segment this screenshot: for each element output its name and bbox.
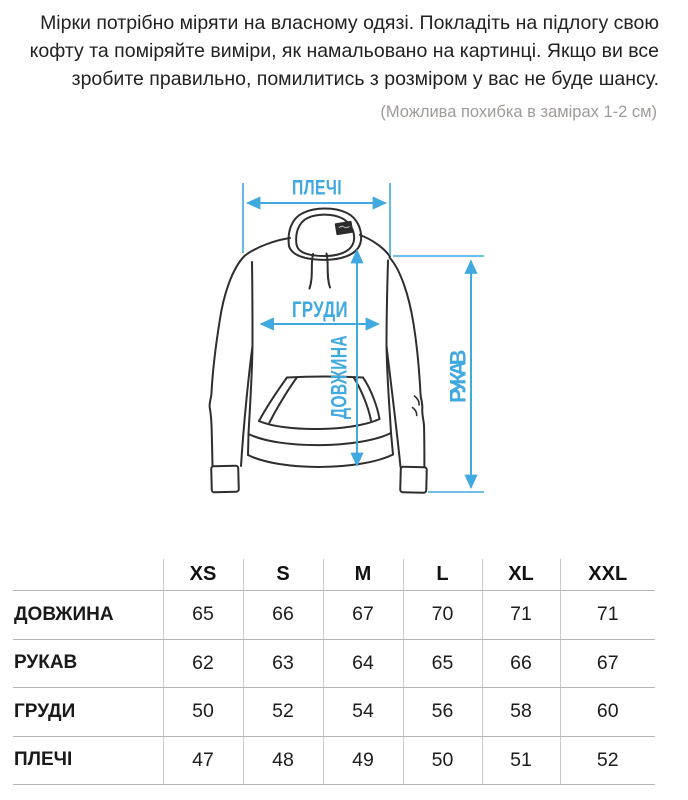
size-cell: 54 (323, 688, 403, 737)
size-cell: 51 (482, 736, 560, 785)
size-cell: 71 (482, 591, 560, 640)
table-row-shoulders (13, 736, 655, 785)
row-label: ПЛЕЧІ (13, 736, 163, 785)
size-cell: 60 (560, 688, 655, 737)
table-row-length (13, 591, 655, 640)
instructions-line: Мірки потрібно міряти на власному одязі. Покладіть на підлогу свою (40, 12, 659, 34)
size-cell: 48 (243, 736, 323, 785)
size-cell: 50 (163, 688, 243, 737)
size-column-header: M (323, 559, 403, 591)
size-cell: 65 (163, 591, 243, 640)
tolerance-note: (Можлива похибка в замірах 1-2 см) (380, 103, 657, 121)
row-label: ДОВЖИНА (13, 591, 163, 640)
size-cell: 66 (243, 591, 323, 640)
hoodie-diagram-svg (150, 150, 540, 520)
size-cell: 67 (323, 591, 403, 640)
size-cell: 66 (482, 639, 560, 688)
size-cell: 56 (403, 688, 482, 737)
chest-dimension-label: ГРУДИ (292, 297, 348, 322)
instructions-line: кофту та поміряйте виміри, як намальовано на картинці. Якщо ви все (29, 40, 659, 62)
size-column-header: L (403, 559, 482, 591)
row-label: РУКАВ (13, 639, 163, 688)
size-table-header-row (13, 559, 655, 591)
size-cell: 64 (323, 639, 403, 688)
size-cell: 50 (403, 736, 482, 785)
dimension-extension-lines (243, 183, 484, 492)
instructions-line: зробите правильно, помилитись з розміром у вас не буде шансу. (71, 68, 659, 90)
corner-cell (13, 559, 163, 591)
shoulders-dimension-label: ПЛЕЧІ (292, 176, 342, 200)
row-label: ГРУДИ (13, 688, 163, 737)
size-cell: 71 (560, 591, 655, 640)
size-table (13, 559, 655, 785)
size-cell: 49 (323, 736, 403, 785)
size-cell: 52 (560, 736, 655, 785)
size-cell: 52 (243, 688, 323, 737)
table-row-sleeve (13, 639, 655, 688)
size-cell: 63 (243, 639, 323, 688)
size-column-header: S (243, 559, 323, 591)
size-column-header: XS (163, 559, 243, 591)
hoodie-outline (210, 209, 427, 493)
size-cell: 67 (560, 639, 655, 688)
brand-tag (335, 221, 354, 236)
hoodie-measurement-diagram (150, 150, 540, 520)
size-column-header: XXL (560, 559, 655, 591)
size-cell: 65 (403, 639, 482, 688)
table-row-chest (13, 688, 655, 737)
size-cell: 58 (482, 688, 560, 737)
sleeve-dimension-label: РУКАВ (445, 349, 471, 403)
measuring-instructions (30, 9, 659, 93)
length-dimension-label: ДОВЖИНА (326, 300, 352, 419)
size-cell: 47 (163, 736, 243, 785)
size-cell: 70 (403, 591, 482, 640)
size-column-header: XL (482, 559, 560, 591)
size-cell: 62 (163, 639, 243, 688)
